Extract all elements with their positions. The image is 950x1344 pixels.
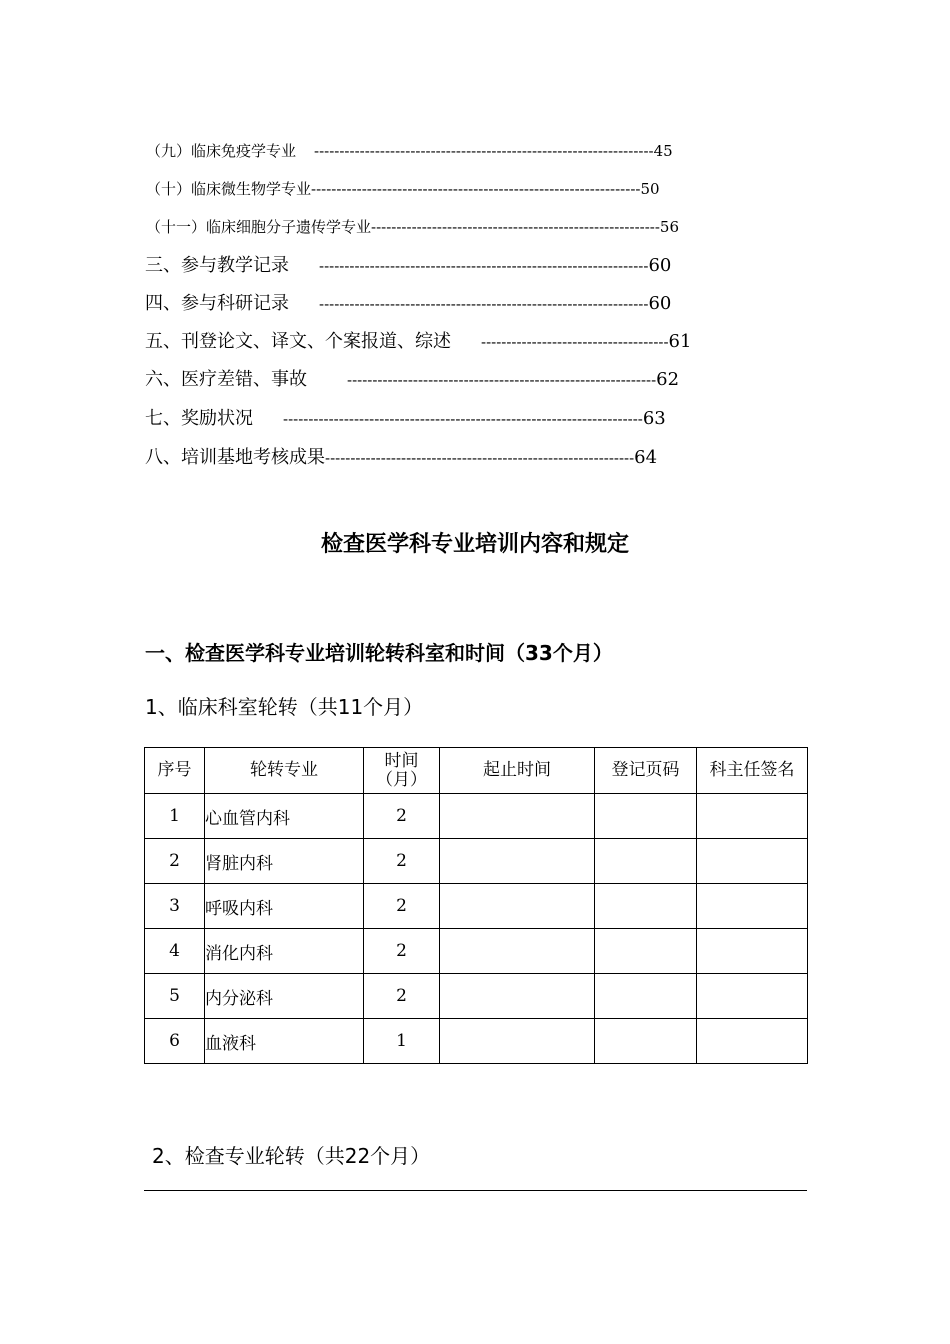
toc-page: 45	[653, 142, 673, 160]
column-header: 科主任签名	[697, 748, 808, 794]
department-cell: 血液科	[205, 1019, 364, 1064]
row-number: 4	[145, 929, 205, 974]
department-cell: 肾脏内科	[205, 839, 364, 884]
department-cell: 消化内科	[205, 929, 364, 974]
table-row	[145, 929, 808, 974]
months-cell: 2	[364, 974, 440, 1019]
toc-page: 60	[648, 255, 672, 276]
period-cell[interactable]	[440, 974, 595, 1019]
signature-cell[interactable]	[697, 884, 808, 929]
toc-leader: -----------------------------------------------------------------	[311, 180, 641, 198]
row-number: 1	[145, 794, 205, 839]
toc-leader: -------------------------------------------------------------------	[314, 142, 654, 160]
months-cell: 2	[364, 884, 440, 929]
page-cell[interactable]	[595, 1019, 697, 1064]
page-cell[interactable]	[595, 884, 697, 929]
rotation-table	[144, 747, 808, 1064]
table-row	[145, 974, 808, 1019]
toc-leader: -----------------------------------------------------------------	[319, 257, 649, 275]
toc-entry[interactable]	[145, 295, 671, 313]
toc-page: 50	[640, 180, 660, 198]
horizontal-rule	[144, 1190, 807, 1191]
toc-entry[interactable]	[146, 220, 679, 235]
months-cell: 2	[364, 794, 440, 839]
column-header: 轮转专业	[205, 748, 364, 794]
toc-entry[interactable]	[146, 182, 660, 197]
toc-entry[interactable]	[146, 144, 673, 159]
page-cell[interactable]	[595, 929, 697, 974]
toc-label: （九）临床免疫学专业	[146, 142, 297, 160]
months-cell: 2	[364, 929, 440, 974]
column-header: 时间 （月）	[364, 748, 440, 794]
toc-page: 64	[634, 447, 658, 468]
page-cell[interactable]	[595, 839, 697, 884]
months-cell: 1	[364, 1019, 440, 1064]
page-cell[interactable]	[595, 974, 697, 1019]
department-cell: 内分泌科	[205, 974, 364, 1019]
column-header: 登记页码	[595, 748, 697, 794]
department-cell: 心血管内科	[205, 794, 364, 839]
row-number: 3	[145, 884, 205, 929]
toc-leader: ---------------------------------------------------------	[371, 218, 660, 236]
toc-page: 63	[642, 408, 666, 429]
toc-entry[interactable]	[145, 449, 657, 467]
signature-cell[interactable]	[697, 929, 808, 974]
toc-label: （十一）临床细胞分子遗传学专业	[146, 218, 372, 236]
toc-leader: -------------------------------------------------------------	[347, 371, 657, 389]
period-cell[interactable]	[440, 839, 595, 884]
period-cell[interactable]	[440, 1019, 595, 1064]
toc-leader: -------------------------------------------------------------	[325, 449, 635, 467]
department-cell: 呼吸内科	[205, 884, 364, 929]
column-header: 序号	[145, 748, 205, 794]
table-row	[145, 794, 808, 839]
signature-cell[interactable]	[697, 839, 808, 884]
subsection-heading: 2、检查专业轮转（共22个月）	[152, 1144, 431, 1168]
page-title: 检查医学科专业培训内容和规定	[320, 532, 629, 557]
toc-page: 60	[648, 293, 672, 314]
signature-cell[interactable]	[697, 1019, 808, 1064]
toc-label: 六、医疗差错、事故	[145, 369, 307, 390]
toc-label: 四、参与科研记录	[145, 293, 289, 314]
table-row	[145, 884, 808, 929]
toc-page: 61	[668, 331, 692, 352]
row-number: 2	[145, 839, 205, 884]
period-cell[interactable]	[440, 929, 595, 974]
period-cell[interactable]	[440, 884, 595, 929]
signature-cell[interactable]	[697, 974, 808, 1019]
signature-cell[interactable]	[697, 794, 808, 839]
toc-entry[interactable]	[145, 257, 671, 275]
table-row	[145, 1019, 808, 1064]
toc-label: 七、奖励状况	[145, 408, 253, 429]
period-cell[interactable]	[440, 794, 595, 839]
toc-label: 五、刊登论文、译文、个案报道、综述	[145, 331, 451, 352]
toc-entry[interactable]	[145, 410, 666, 428]
toc-label: 八、培训基地考核成果	[145, 447, 325, 468]
toc-page: 62	[656, 369, 680, 390]
column-header: 起止时间	[440, 748, 595, 794]
toc-leader: -----------------------------------------------------------------	[319, 295, 649, 313]
toc-entry[interactable]	[145, 371, 679, 389]
row-number: 6	[145, 1019, 205, 1064]
row-number: 5	[145, 974, 205, 1019]
page-cell[interactable]	[595, 794, 697, 839]
toc-page: 56	[659, 218, 680, 236]
toc-leader: -----------------------------------------------------------------------	[283, 410, 643, 428]
table-header-row	[145, 748, 808, 794]
section-heading: 一、检查医学科专业培训轮转科室和时间（33个月）	[145, 641, 613, 665]
toc-leader: -------------------------------------	[481, 333, 669, 351]
months-cell: 2	[364, 839, 440, 884]
toc-label: （十）临床微生物学专业	[146, 180, 312, 198]
subsection-heading: 1、临床科室轮转（共11个月）	[145, 695, 424, 719]
toc-label: 三、参与教学记录	[145, 255, 289, 276]
toc-entry[interactable]	[145, 333, 691, 351]
table-row	[145, 839, 808, 884]
